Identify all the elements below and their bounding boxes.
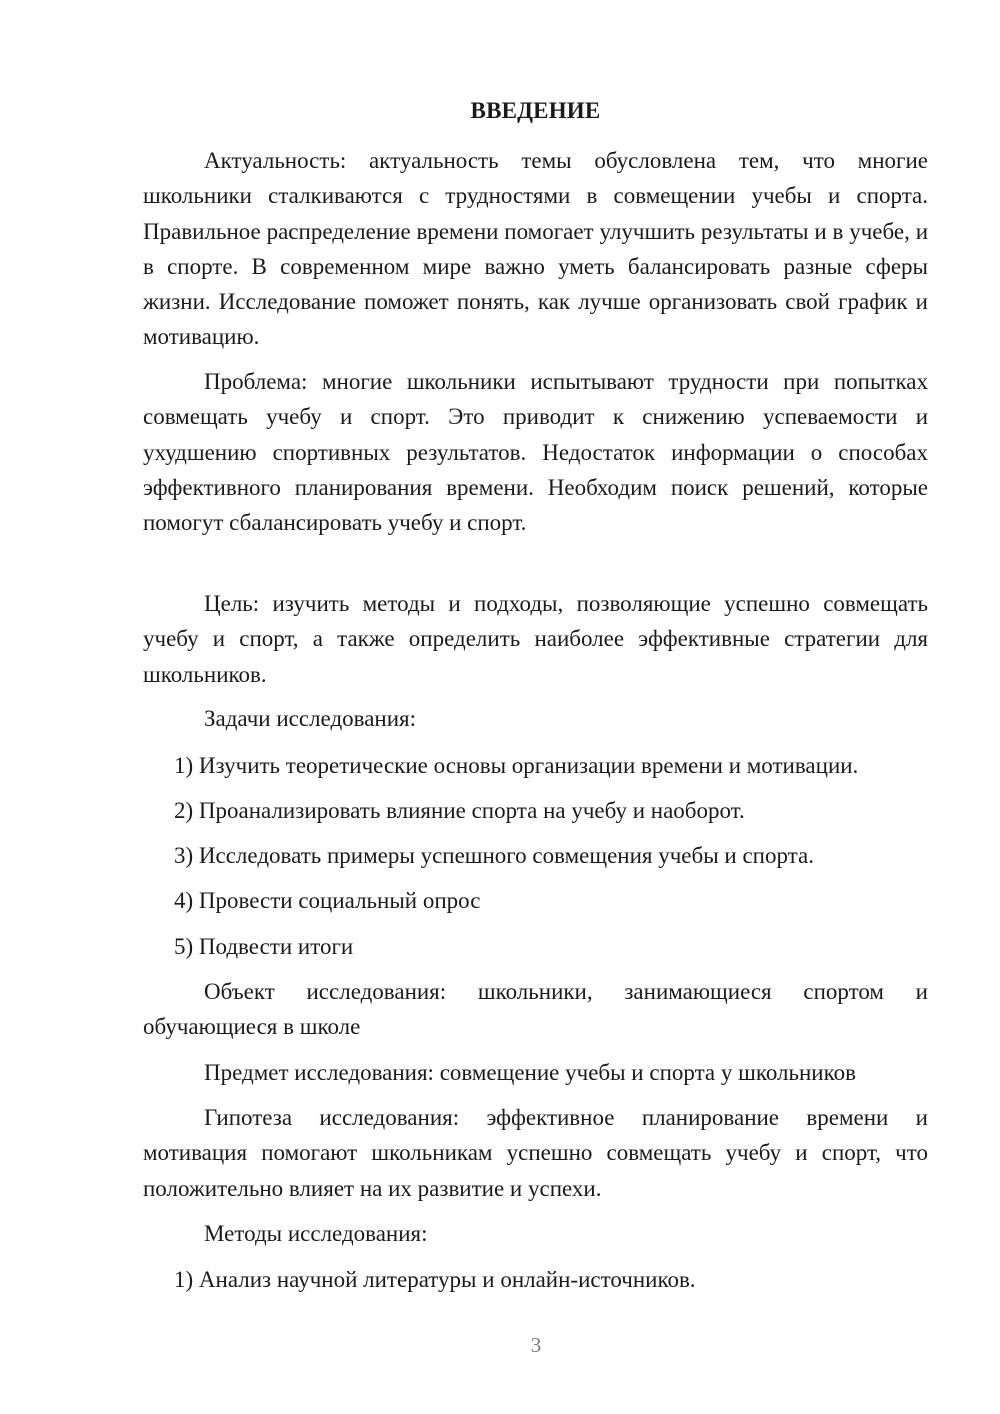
methods-title: Методы исследования: [204, 1221, 428, 1246]
task-item-1: 1) Изучить теоретические основы организации времени и мотивации. [174, 753, 859, 778]
task-item-5: 5) Подвести итоги [174, 934, 354, 959]
tasks-title: Задачи исследования: [204, 706, 417, 731]
problem-paragraph: Проблема: многие школьники испытывают трудности при попытках совмещать учебу и спорт. Это приводит к снижению успеваемости и ухудшению спортивных результатов. Недостаток информации о способах эффективного планирования времени. Необходим поиск решений, которые помогут сбалансировать учебу и спорт. [143, 369, 928, 536]
subject-paragraph: Предмет исследования: совмещение учебы и спорта у школьников [204, 1060, 856, 1085]
relevance-paragraph: Актуальность: актуальность темы обусловлена тем, что многие школьники сталкиваются с трудностями в совмещении учебы и спорта. Правильное распределение времени помогает улучшить результаты и в учебе, и в спорте. В современном мире важно уметь балансировать разные сферы жизни. Исследование поможет понять, как лучше организовать свой график и мотивацию. [143, 148, 928, 350]
goal-paragraph: Цель: изучить методы и подходы, позволяющие успешно совмещать учебу и спорт, а также определить наиболее эффективные стратегии для школьников. [143, 591, 928, 687]
section-heading: ВВЕДЕНИЕ [470, 98, 601, 123]
hypothesis-paragraph: Гипотеза исследования: эффективное планирование времени и мотивация помогают школьникам успешно совмещать учебу и спорт, что положительно влияет на их развитие и успехи. [143, 1105, 928, 1201]
page-number: 3 [530, 1333, 542, 1357]
object-paragraph: Объект исследования: школьники, занимающиеся спортом и обучающиеся в школе [143, 979, 928, 1040]
task-item-2: 2) Проанализировать влияние спорта на учебу и наоборот. [174, 798, 745, 823]
method-item-1: 1) Анализ научной литературы и онлайн-источников. [174, 1267, 696, 1292]
task-item-3: 3) Исследовать примеры успешного совмещения учебы и спорта. [174, 843, 814, 868]
task-item-4: 4) Провести социальный опрос [174, 888, 481, 913]
